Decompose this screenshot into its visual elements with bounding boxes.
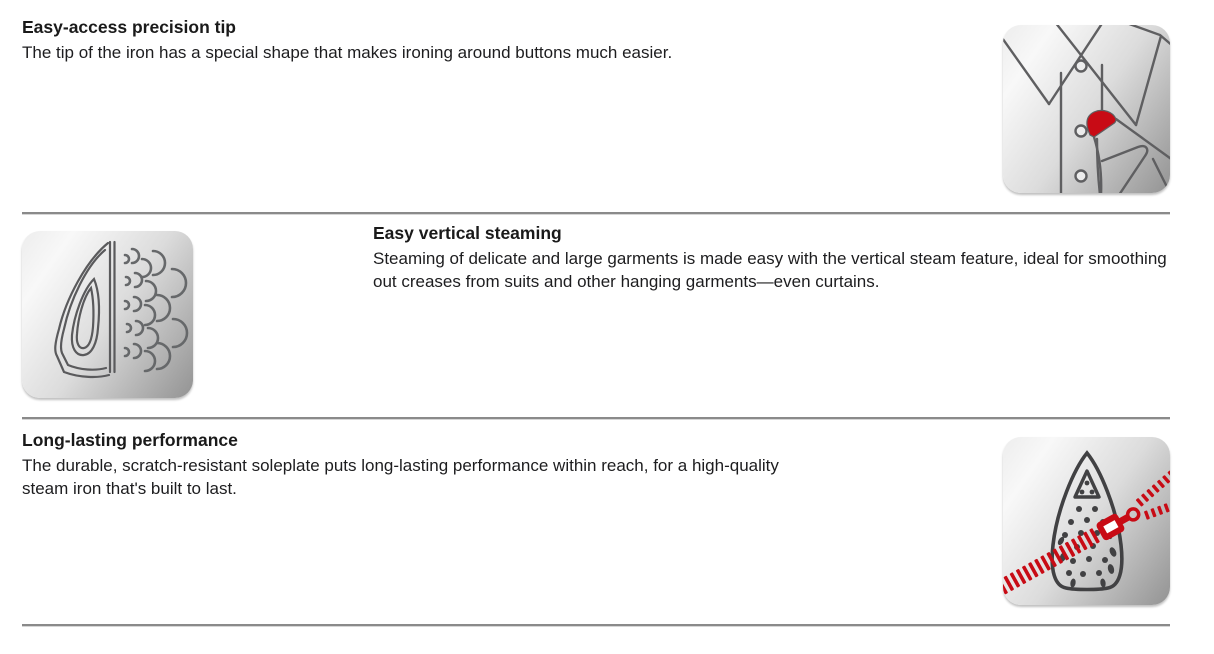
section-divider — [22, 417, 1170, 420]
feature-heading: Easy-access precision tip — [22, 17, 236, 37]
soleplate-icon — [1003, 437, 1170, 605]
feature-description: The tip of the iron has a special shape that makes ironing around buttons much easier. — [22, 43, 673, 62]
feature-description: Steaming of delicate and large garments is made easy with the vertical steam feature, ideal for smoothing out creases from suits and other hanging garments—even curtains. — [373, 249, 1167, 291]
feature-heading: Long-lasting performance — [22, 430, 238, 450]
precision-tip-illustration — [1003, 25, 1170, 193]
shirt-collar-icon — [1003, 25, 1170, 193]
feature-section-long-lasting — [22, 429, 792, 500]
red-precision-tip — [1087, 110, 1116, 137]
feature-section-precision-tip — [22, 16, 922, 64]
section-divider — [22, 624, 1170, 627]
section-divider — [22, 212, 1170, 215]
feature-section-vertical-steaming — [373, 222, 1173, 293]
shirt-buttons — [1076, 61, 1087, 182]
feature-heading: Easy vertical steaming — [373, 223, 562, 243]
vertical-steam-illustration — [22, 231, 193, 398]
steam-puffs — [125, 249, 187, 371]
steam-iron-icon — [22, 231, 193, 398]
tip-vent-triangle — [1075, 471, 1099, 497]
feature-description: The durable, scratch-resistant soleplate puts long-lasting performance within reach, for a high-quality steam iron that's built to last. — [22, 456, 779, 498]
soleplate-zipper-illustration — [1003, 437, 1170, 605]
